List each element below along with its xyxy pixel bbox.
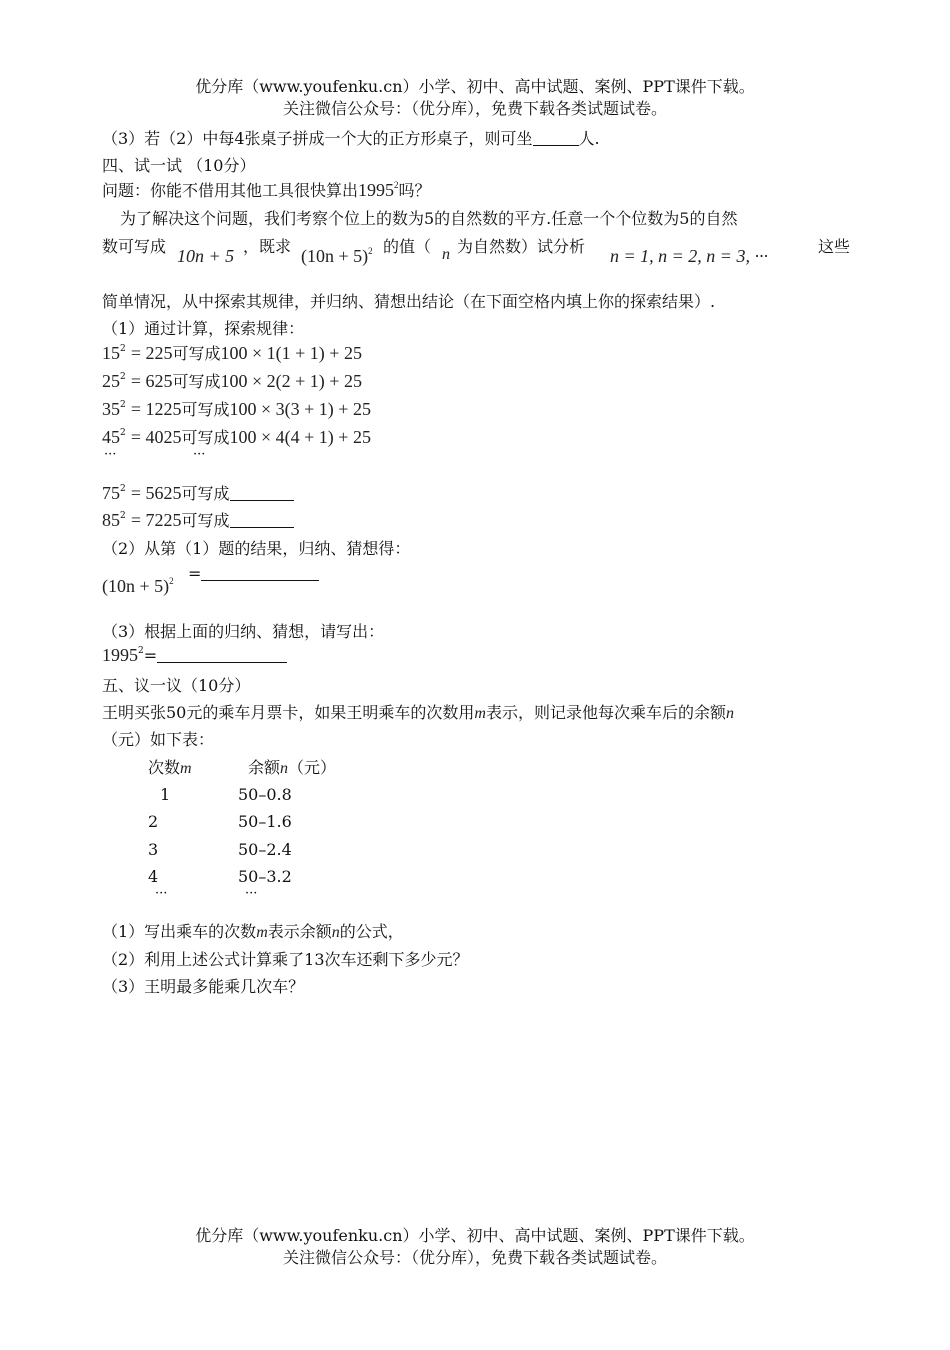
- intro-cases: n = 1, n = 2, n = 3, ···: [610, 246, 768, 266]
- sub-question-3: （3）根据上面的归纳、猜想，请写出：: [102, 622, 385, 641]
- intro-expr-squared: $(10n + 5)^2$: [301, 246, 373, 266]
- ellipsis-right: ···: [193, 447, 206, 462]
- table-header-balance: 余额n（元）: [248, 758, 337, 777]
- footer-line-2: 关注微信公众号：（优分库），免费下载各类试题试卷。: [282, 1248, 667, 1267]
- question-3-tables: [102, 126, 600, 149]
- section-5-question-1: （1）写出乘车的次数m表示余额n的公式，: [102, 922, 404, 941]
- answer-blank-75: [230, 486, 294, 501]
- intro-2-c: 的值（: [383, 237, 432, 256]
- conjecture-expr: $(10n + 5)^2$: [102, 576, 174, 596]
- table-cell-count: 4: [148, 867, 159, 886]
- question-suffix: 吗？: [398, 181, 431, 200]
- section-5-title: 五、议一议（10分）: [102, 676, 251, 695]
- table-cell-balance: 50–0.8: [238, 785, 292, 804]
- answer-blank-1995: [157, 648, 287, 663]
- table-cell-balance: 50–1.6: [238, 812, 292, 831]
- table-ellipsis-balance: ···: [245, 886, 258, 901]
- pattern-row-blank: $75^2 = 5625$可写成: [102, 481, 294, 504]
- intro-var-n: n: [442, 246, 450, 263]
- section-4-title: 四、试一试 （10分）: [102, 156, 256, 175]
- section-5-paragraph-1: 王明买张50元的乘车月票卡，如果王明乘车的次数用m表示，则记录他每次乘车后的余额n: [102, 703, 734, 722]
- table-cell-count: 2: [148, 812, 159, 831]
- pattern-row-blank: $85^2 = 7225$可写成: [102, 508, 294, 531]
- section-5-question-2: （2）利用上述公式计算乘了13次车还剩下多少元？: [102, 950, 469, 969]
- answer-blank-conjecture: [201, 566, 319, 581]
- question-number: 1995$^2$: [358, 180, 399, 200]
- intro-2-e: 这些: [818, 237, 851, 256]
- sub-question-1: （1）通过计算，探索规律：: [102, 319, 305, 338]
- intro-2-b: ，既求: [243, 237, 292, 256]
- section-5-paragraph-2: （元）如下表：: [102, 730, 215, 749]
- answer-blank-seats: [533, 131, 579, 146]
- intro-expr-10n5: 10n + 5: [177, 246, 235, 266]
- table-cell-count: 3: [148, 840, 159, 859]
- pattern-row: $45^2 = 4025$可写成100 × 4(4 + 1) + 25: [102, 427, 371, 447]
- intro-line-3: 简单情况，从中探索其规律，并归纳、猜想出结论（在下面空格内填上你的探索结果）.: [102, 292, 716, 311]
- table-cell-balance: 50–2.4: [238, 840, 292, 859]
- pattern-row: $15^2 = 225$可写成100 × 1(1 + 1) + 25: [102, 343, 362, 363]
- question-3-end: 人.: [578, 129, 600, 148]
- table-cell-count: 1: [160, 785, 171, 804]
- intro-line-1: 为了解决这个问题，我们考察个位上的数为5的自然数的平方.任意一个个位数为5的自然: [120, 209, 738, 228]
- section-5-question-3: （3）王明最多能乘几次车？: [102, 977, 305, 996]
- answer-1995-line: $1995^2=$: [102, 645, 287, 666]
- header-line-2: 关注微信公众号：（优分库），免费下载各类试题试卷。: [282, 99, 667, 118]
- answer-blank-85: [230, 513, 294, 528]
- question-prefix: 问题：你能不借用其他工具很快算出: [102, 181, 359, 200]
- footer-line-1: 优分库（www.youfenku.cn）小学、初中、高中试题、案例、PPT课件下载。: [195, 1226, 755, 1245]
- pattern-row: $35^2 = 1225$可写成100 × 3(3 + 1) + 25: [102, 399, 371, 419]
- sub-question-2: （2）从第（1）题的结果，归纳、猜想得：: [102, 539, 411, 558]
- header-line-1: 优分库（www.youfenku.cn）小学、初中、高中试题、案例、PPT课件下载。: [195, 77, 755, 96]
- section-4-question: [102, 178, 431, 201]
- table-header-count: 次数m: [148, 758, 192, 777]
- question-3-text: （3）若（2）中每4张桌子拼成一个大的正方形桌子，则可坐: [102, 129, 533, 148]
- ellipsis-left: ···: [104, 447, 117, 462]
- intro-2-d: 为自然数）试分析: [457, 237, 586, 256]
- conjecture-equals: =: [188, 564, 319, 583]
- table-ellipsis-count: ···: [155, 886, 168, 901]
- table-cell-balance: 50–3.2: [238, 867, 292, 886]
- pattern-row: $25^2 = 625$可写成100 × 2(2 + 1) + 25: [102, 371, 362, 391]
- intro-2-a: 数可写成: [102, 237, 167, 256]
